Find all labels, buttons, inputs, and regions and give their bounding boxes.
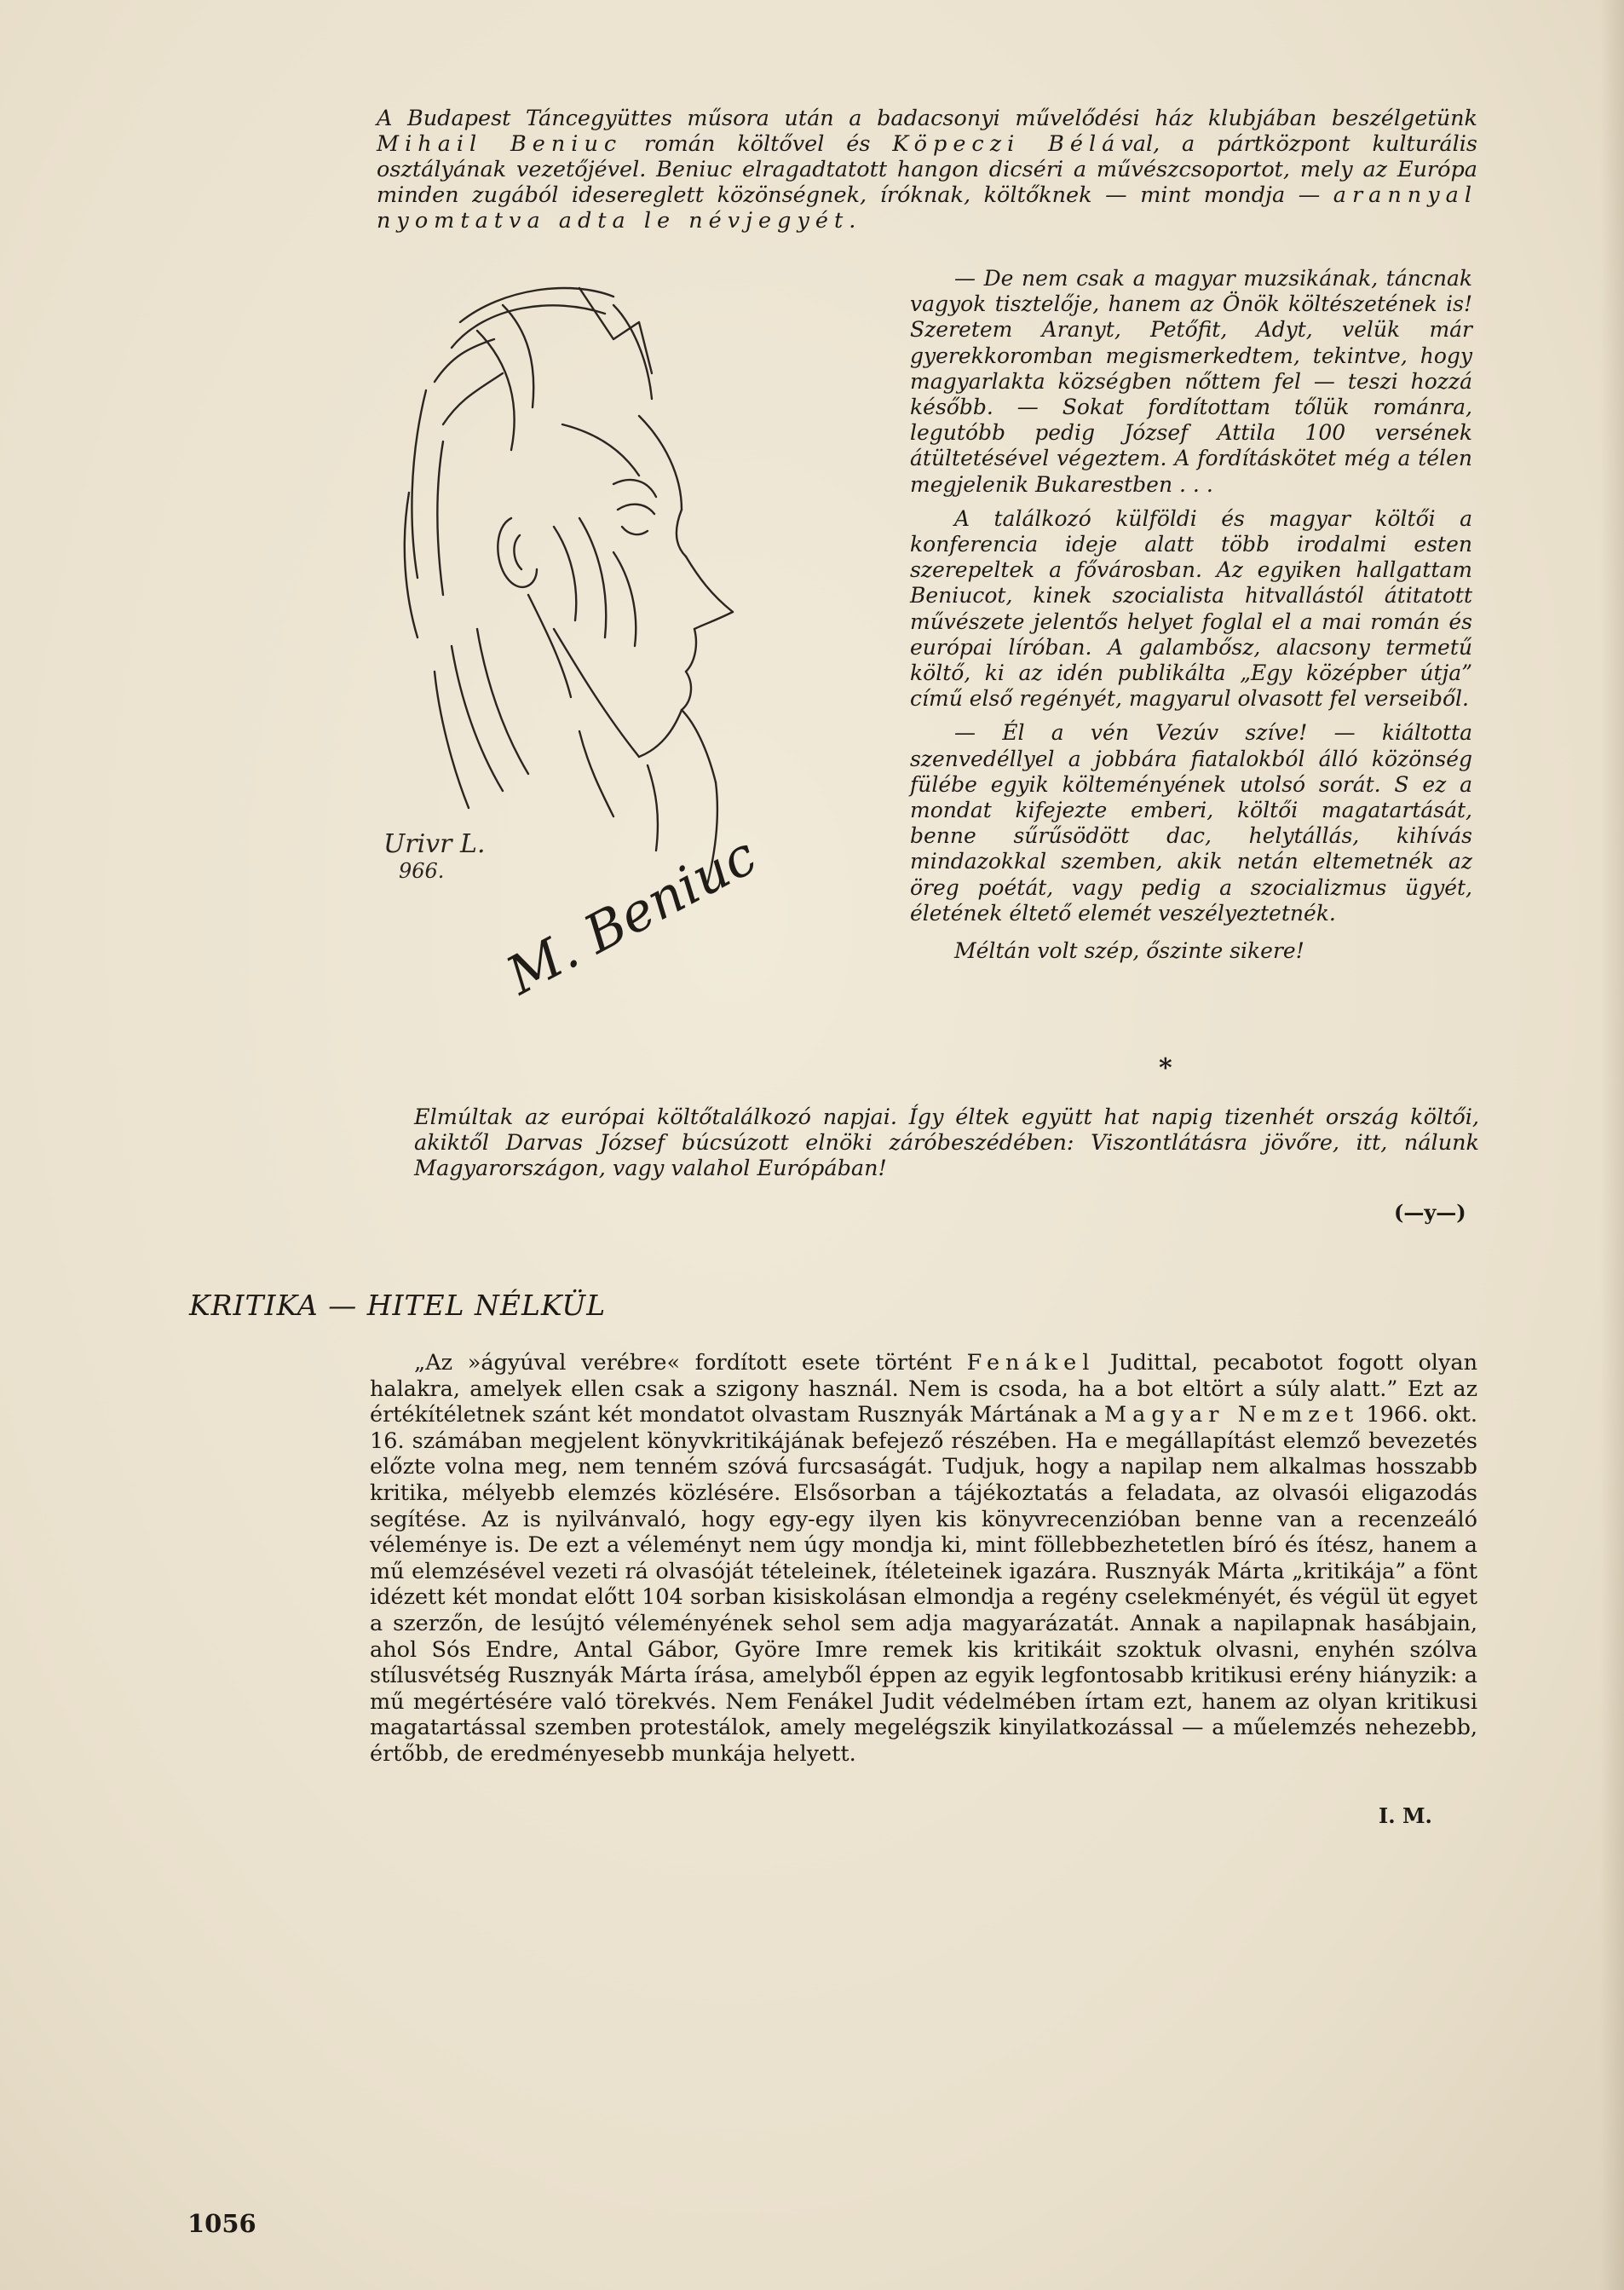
intro-paragraph: A Budapest Táncegyüttes műsora után a badacsonyi művelődési ház klubjában beszélgetünk Mihail Beniuc román költővel és Köpeczi Bélával, a pártközpont kulturális osztályának vezetőjével. Beniuc elragadtatott hangon dicséri a művészcsoportot, mely az Európa minden zugából idesereglett közönségnek, íróknak, költőknek — mint mondja — arannyal nyomtatva adta le névjegyét. xyxy=(377,106,1477,234)
beniuc-portrait-sketch xyxy=(358,271,903,1021)
name-fenakel: Fenákel xyxy=(966,1350,1096,1376)
column-paragraph-3: — Él a vén Vezúv szíve! — kiáltotta szenvedéllyel a jobbára fiatalokból álló közönség fülébe egyik költeményének utolsó sorát. S ez a mondat kifejezte emberi, költői magatartását, benne sűrűsödött dac, helytállás, kihívás mindazokkal szemben, akik netán eltemetnék az öreg poétát, vagy pedig a szocializmus ügyét, életének éltető elemét veszélyeztetnék. xyxy=(910,720,1472,926)
section-title: KRITIKA — HITEL NÉLKÜL xyxy=(189,1289,607,1322)
beniuc-autograph: M. Beniuc xyxy=(496,823,767,1007)
name-kopeczi: Köpeczi Bélá xyxy=(892,131,1121,157)
artist-note-line2: 966. xyxy=(399,859,445,883)
column-paragraph-4: Méltán volt szép, őszinte sikere! xyxy=(954,938,1304,964)
closing-paragraph: Elmúltak az európai költőtalálkozó napjai. Így éltek együtt hat napig tizenhét ország költői, akiktől Darvas József búcsúzott elnöki záróbeszédében: Viszontlátásra jövőre, itt, nálunk Magyarországon, vagy valahol Európában! xyxy=(414,1105,1479,1181)
closing-signature: (—y—) xyxy=(1394,1200,1466,1225)
column-paragraph-2: A találkozó külföldi és magyar költői a konferencia ideje alatt több irodalmi esten szerepeltek a fővárosban. Az egyiken hallgattam Beniucot, kinek szocialista hitvallástól átitatott művészete jelentős helyet foglal el a mai román és európai líróban. A galambősz, alacsony termetű költő, ki az idén publikálta „Egy középber útja” című első regényét, magyarul olvasott fel verseiből. xyxy=(910,505,1472,712)
spaced-phrase: arannyal nyomtatva adta le névjegyét. xyxy=(377,182,1477,234)
page-number: 1056 xyxy=(187,2209,256,2238)
column-paragraph-1: — De nem csak a magyar muzsikának, táncnak vagyok tisztelője, hanem az Önök költészetének is! Szeretem Aranyt, Petőfit, Adyt, velük már gyerekkoromban megismerkedtem, tekintve, hogy magyarlakta községben nőttem fel — teszi hozzá később. — Sokat fordítottam tőlük románra, legutóbb pedig József Attila 100 versének átültetésével végeztem. A fordításkötet még a télen megjelenik Bukarestben . . . xyxy=(910,266,1472,497)
review-paragraph: „Az »ágyúval verébre« fordított esete történt Fenákel Judittal, pecabotot fogott olyan halakra, amelyek ellen csak a szigony használ. Nem is csoda, ha a bot eltört a súly alatt.” Ezt az értékítéletnek szánt két mondatot olvastam Rusznyák Mártának a Magyar Nemzet 1966. okt. 16. számában megjelent könyvkritikájának befejező részében. Ha e megállapítást elemző bevezetés előzte volna meg, nem tenném szóvá furcsaságát. Tudjuk, hogy a napilap nem alkalmas hosszabb kritika, mélyebb elemzés közlésére. Elsősorban a tájékoztatás a feladata, az olvasói eligazodás segítése. Az is nyilvánvaló, hogy egy-egy ilyen kis könyvrecenzióban benne van a recenzeáló véleménye is. De ezt a véleményt nem úgy mondja ki, mint föllebbezhetetlen bíró és ítész, hanem a mű elemzésével vezeti rá olvasóját tételeinek, ítéleteinek igazára. Rusznyák Márta „kritikája” a fönt idézett két mondat előtt 104 sorban kisiskolásan elmondja a regény cselekményét, és végül üt egyet a szerzőn, de lesújtó véleményének sehol sem adja magyarázatát. Annak a napilapnak hasábjain, ahol Sós Endre, Antal Gábor, Györe Imre remek kis kritikáit szoktuk olvasni, enyhén szólva stílusvétség Rusznyák Márta írása, amelyből éppen az egyik legfontosabb kritikusi erény hiányzik: a mű megértésére való törekvés. Nem Fenákel Judit védelmében írtam ezt, hanem az olyan kritikusi magatartással szemben protestálok, amely megelégszik kinyilatkozással — a műelemzés nehezebb, értőbb, de eredményesebb munkája helyett. xyxy=(370,1350,1477,1767)
newspaper-name: Magyar Nemzet xyxy=(1104,1402,1360,1428)
section-separator: * xyxy=(1159,1053,1172,1083)
name-beniuc: Mihail Beniuc xyxy=(377,131,623,157)
interview-column xyxy=(910,266,1472,964)
artist-note-line1: Urivr L. xyxy=(383,829,486,859)
review-signature: I. M. xyxy=(1379,1803,1432,1828)
